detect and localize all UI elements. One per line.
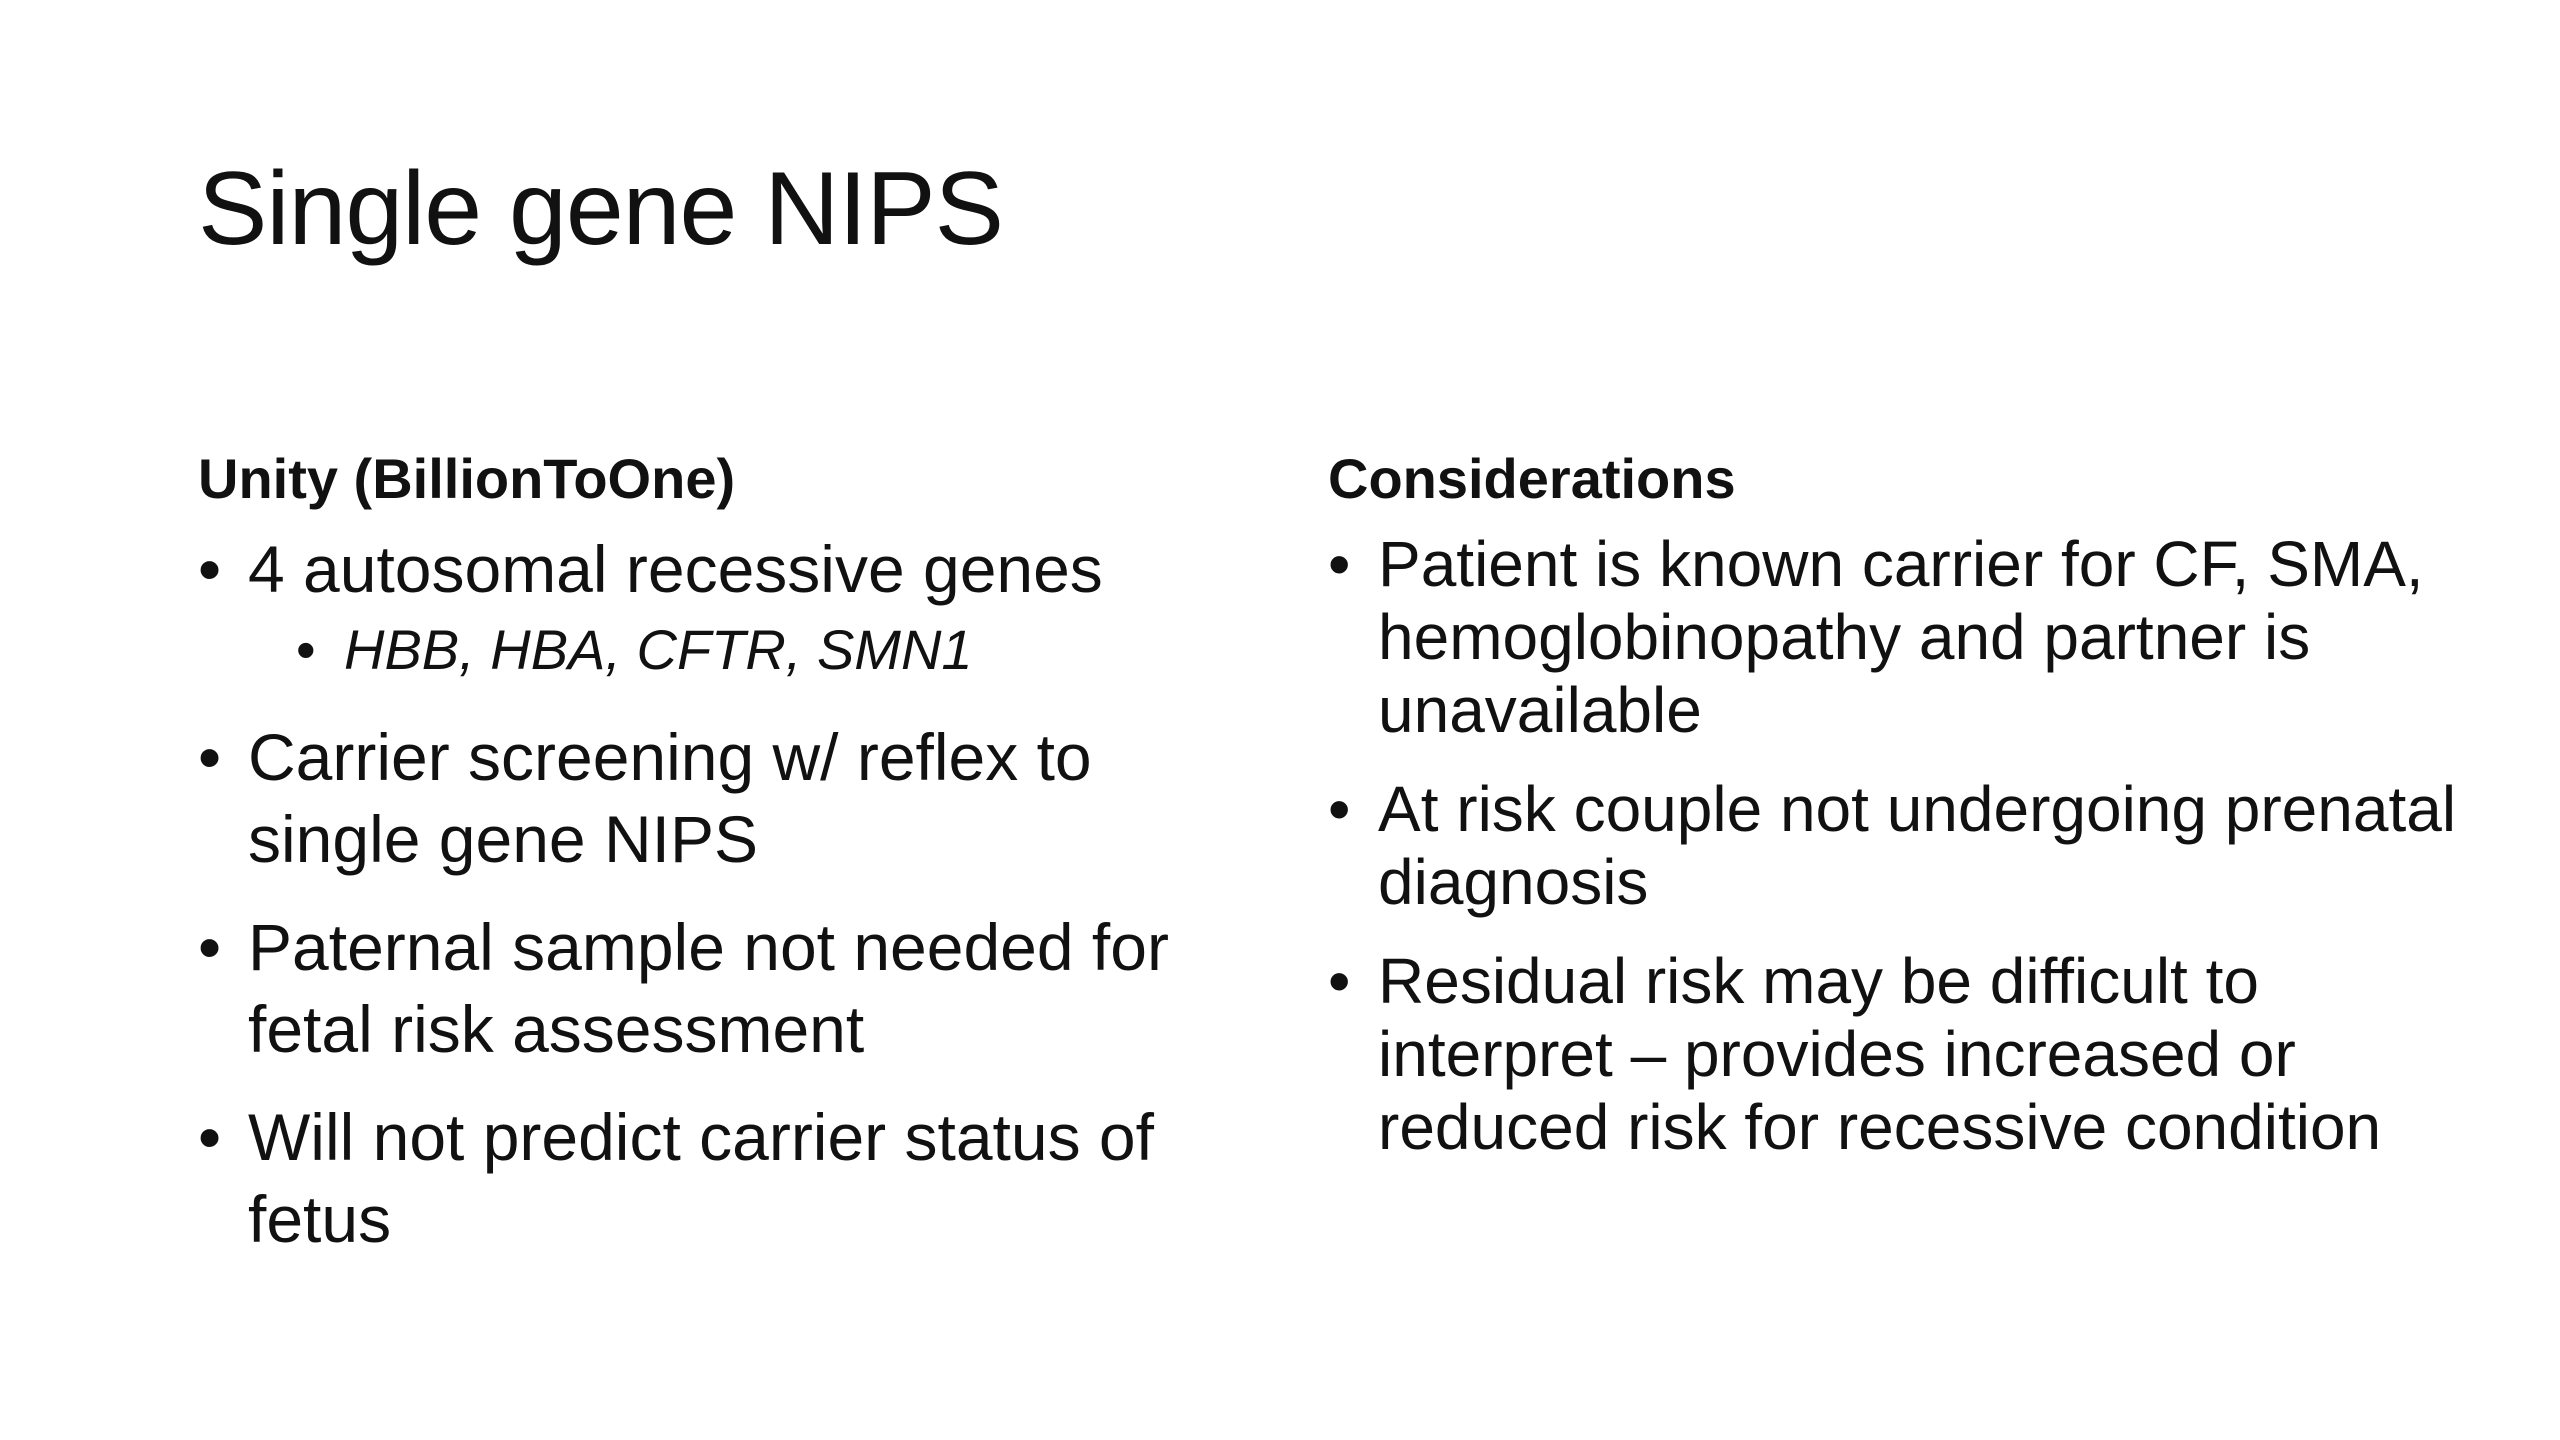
bullet-item — [1328, 528, 2468, 747]
bullet-text: Carrier screening w/ reflex to single gene NIPS — [248, 720, 1092, 877]
bullet-item — [198, 716, 1258, 880]
right-column-heading: Considerations — [1328, 447, 1736, 510]
bullet-dot: • — [1328, 528, 1351, 601]
bullet-text: Patient is known carrier for CF, SMA, hemoglobinopathy and partner is unavailable — [1378, 528, 2424, 747]
sub-bullet-list — [248, 610, 1258, 690]
bullet-text: Residual risk may be difficult to interpret – provides increased or reduced risk for recessive condition — [1378, 945, 2382, 1164]
bullet-item — [1328, 773, 2468, 919]
sub-bullet-dot: • — [296, 618, 316, 682]
sub-bullet-text: HBB, HBA, CFTR, SMN1 — [344, 618, 973, 682]
bullet-dot: • — [1328, 945, 1351, 1018]
left-bullet-list — [198, 528, 1258, 1260]
left-column-heading: Unity (BillionToOne) — [198, 447, 736, 510]
bullet-text: At risk couple not undergoing prenatal diagnosis — [1378, 773, 2457, 919]
right-column — [1328, 445, 2468, 1190]
bullet-item — [198, 528, 1258, 690]
bullet-dot: • — [198, 532, 222, 607]
slide-title: Single gene NIPS — [198, 151, 1003, 267]
bullet-dot: • — [198, 1100, 222, 1175]
bullet-text: Will not predict carrier status of fetus — [248, 1100, 1154, 1257]
bullet-item — [1328, 945, 2468, 1164]
sub-bullet-item — [296, 610, 1258, 690]
bullet-dot: • — [198, 720, 222, 795]
bullet-dot: • — [198, 910, 222, 985]
bullet-text: 4 autosomal recessive genes — [248, 532, 1103, 607]
bullet-item — [198, 906, 1258, 1070]
bullet-item — [198, 1096, 1258, 1260]
bullet-text: Paternal sample not needed for fetal risk assessment — [248, 910, 1169, 1067]
bullet-dot: • — [1328, 773, 1351, 846]
right-bullet-list — [1328, 528, 2468, 1164]
left-column — [198, 445, 1258, 1286]
